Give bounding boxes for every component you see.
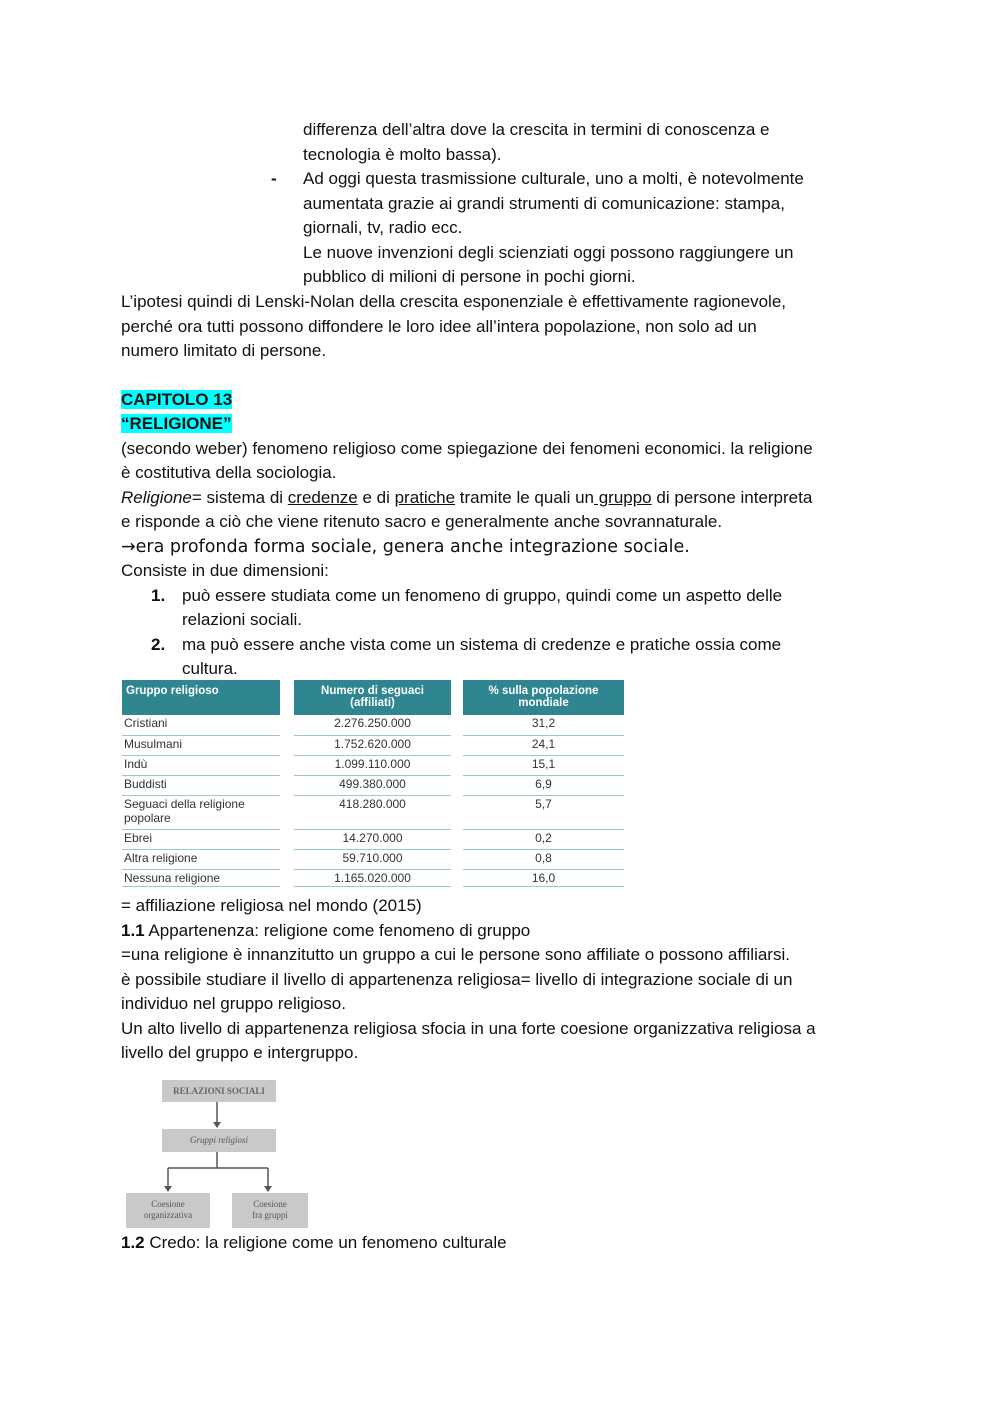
diagram-node-left: Coesione organizzativa [126,1193,210,1228]
definition-term: Religione [121,487,192,507]
text-line: =una religione è innanzitutto un gruppo a cui le persone sono affiliate o possono affiliarsi. [121,945,790,964]
text-line: (secondo weber) fenomeno religioso come spiegazione dei fenomeni economici. la religione [121,438,813,458]
keyword-gruppo: gruppo [593,487,652,507]
religion-affiliation-table [122,680,624,888]
text-line: Le nuove invenzioni degli scienziati oggi possono raggiungere un [303,242,794,262]
table-rule [122,869,280,870]
text-line: è possibile studiare il livello di appartenenza religiosa= livello di integrazione sociale di un [121,969,793,989]
table-rule [463,775,624,776]
text-line: livello del gruppo e intergruppo. [121,1043,359,1062]
table-rule [122,755,280,756]
text-line: pubblico di milioni di persone in pochi giorni. [303,267,636,286]
table-rule [463,886,624,887]
table-cell: 0,8 [535,851,552,865]
table-cell: 31,2 [531,716,556,730]
diagram-node-right: Coesione fra gruppi [232,1193,308,1228]
table-rule [463,829,624,830]
dimensions-list [121,584,891,682]
table-cell: 418.280.000 [339,797,406,811]
main-text [121,290,891,682]
text-line: Un alto livello di appartenenza religiosa sfocia in una forte coesione organizzativa religiosa a [121,1018,816,1038]
table-rule [463,795,624,796]
table-cell: 1.165.020.000 [334,871,411,885]
text-line: perché ora tutti possono diffondere le loro idee all’intera popolazione, non solo ad un [121,316,757,336]
table-cell: 0,2 [535,831,552,845]
list-item: 2. ma può essere anche vista come un sistema di credenze e pratiche ossia come cultura. [151,634,782,678]
text-line: L’ipotesi quindi di Lenski-Nolan della crescita esponenziale è effettivamente ragionevole, [121,292,786,311]
table-cell: 16,0 [531,871,556,885]
definition-line: Religione= sistema di credenze e di pratiche tramite le quali un gruppo di persone interpreta [121,487,813,507]
table-cell: 1.099.110.000 [334,757,411,771]
text-line: giornali, tv, radio ecc. [303,218,463,237]
table-rule [463,869,624,870]
table-cell: 15,1 [531,757,556,771]
table-rule [122,775,280,776]
table-cell: 1.752.620.000 [334,737,411,751]
table-cell: 2.276.250.000 [334,716,411,730]
table-rule [463,755,624,756]
table-rule [294,849,451,850]
table-cell: Indù [124,757,148,771]
text-line: tecnologia è molto bassa). [303,144,502,164]
table-rule [122,886,280,887]
table-rule [294,775,451,776]
table-cell: 14.270.000 [342,831,403,845]
table-rule [463,735,624,736]
table-rule [294,735,451,736]
dash-bullet: - [271,169,277,188]
table-rule [294,869,451,870]
table-rule [122,849,280,850]
table-rule [294,886,451,887]
table-rule [122,735,280,736]
dash-list-item [271,167,863,290]
table-cell: Buddisti [124,777,167,791]
table-cell: Nessuna religione [124,871,221,885]
text-line: aumentata grazie ai grandi strumenti di comunicazione: stampa, [303,193,785,213]
keyword-credenze: credenze [287,487,358,507]
text-line: differenza dell’altra dove la crescita in termini di conoscenza e [303,120,770,139]
table-rule [463,849,624,850]
text-line: è costitutiva della sociologia. [121,463,337,482]
text-line: Consiste in due dimensioni: [121,561,329,580]
chapter-number: CAPITOLO 13 [121,389,233,409]
table-cell: Cristiani [124,716,168,730]
table-rule [294,829,451,830]
text-line: e risponde a ciò che viene ritenuto sacro e generalmente anche sovrannaturale. [121,512,723,531]
table-caption: = affiliazione religiosa nel mondo (2015) [121,896,422,915]
table-cell: 499.380.000 [339,777,406,791]
text-line: individuo nel gruppo religioso. [121,994,346,1013]
section-heading: 1.2 Credo: la religione come un fenomeno culturale [121,1233,507,1252]
list-item: 1. può essere studiata come un fenomeno di gruppo, quindi come un aspetto delle relazioni sociali. [151,585,783,629]
table-header: Gruppo religioso [122,680,280,715]
table-cell: Altra religione [124,851,198,865]
continuation-block [271,118,863,290]
keyword-pratiche: pratiche [394,487,456,507]
social-relations-diagram [122,1076,312,1231]
text-line: numero limitato di persone. [121,341,327,360]
table-rule [294,755,451,756]
table-cell: Musulmani [124,737,183,751]
table-rule [122,829,280,830]
diagram-node-middle: Gruppi religiosi [162,1129,276,1152]
table-cell: Seguaci della religione popolare [124,797,245,825]
text-line: Ad oggi questa trasmissione culturale, uno a molti, è notevolmente [303,169,804,188]
chapter-title: “RELIGIONE” [121,414,232,433]
table-cell: 6,9 [535,777,552,791]
table-cell: 5,7 [535,797,552,811]
arrow-note: →era profonda forma sociale, genera anche integrazione sociale. [121,536,690,557]
section-heading: 1.1 Appartenenza: religione come fenomeno di gruppo [121,920,531,940]
table-rule [294,795,451,796]
table-cell: Ebrei [124,831,153,845]
table-rule [122,795,280,796]
table-cell: 59.710.000 [342,851,403,865]
table-header: % sulla popolazione mondiale [463,680,624,715]
table-cell: 24,1 [531,737,556,751]
lower-text [121,894,891,1066]
diagram-node-top: RELAZIONI SOCIALI [162,1080,276,1102]
table-header: Numero di seguaci (affiliati) [294,680,451,715]
